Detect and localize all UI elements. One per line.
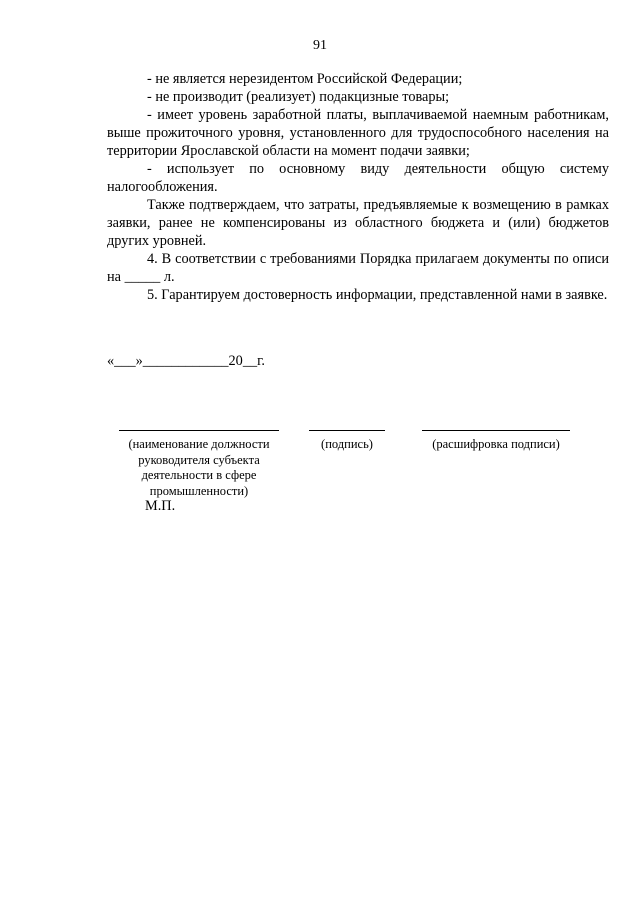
paragraph-salary-level: - имеет уровень заработной платы, выплачиваемой наемным работникам, выше прожиточного уровня, установленного для трудоспособного населения на территории Ярославской области на момент подачи заявки;: [107, 107, 609, 159]
paragraph-tax-system: - использует по основному виду деятельности общую систему налогообложения.: [107, 161, 609, 195]
paragraph-attached-documents: 4. В соответствии с требованиями Порядка прилагаем документы по описи на _____ л.: [107, 251, 609, 285]
position-signature-line: [119, 430, 279, 431]
paragraph-costs-confirmation: Также подтверждаем, что затраты, предъявляемые к возмещению в рамках заявки, ранее не компенсированы из областного бюджета и (или) бюджетов других уровней.: [107, 197, 609, 249]
paragraph-accuracy-guarantee: 5. Гарантируем достоверность информации, представленной нами в заявке.: [147, 287, 608, 303]
decoding-caption: (расшифровка подписи): [432, 437, 560, 451]
decoding-signature-line: [422, 430, 570, 431]
date-line: «___»____________20__г.: [107, 353, 265, 369]
page-number: 91: [313, 38, 327, 53]
signature-line: [309, 430, 385, 431]
stamp-placeholder: М.П.: [145, 498, 176, 514]
position-caption: (наименование должности руководителя субъекта деятельности в сфере промышленности): [128, 437, 270, 498]
paragraph-not-nonresident: - не является нерезидентом Российской Федерации;: [147, 71, 463, 87]
paragraph-no-excise-goods: - не производит (реализует) подакцизные товары;: [147, 89, 450, 105]
signature-caption: (подпись): [321, 437, 373, 451]
document-body: [107, 70, 609, 304]
